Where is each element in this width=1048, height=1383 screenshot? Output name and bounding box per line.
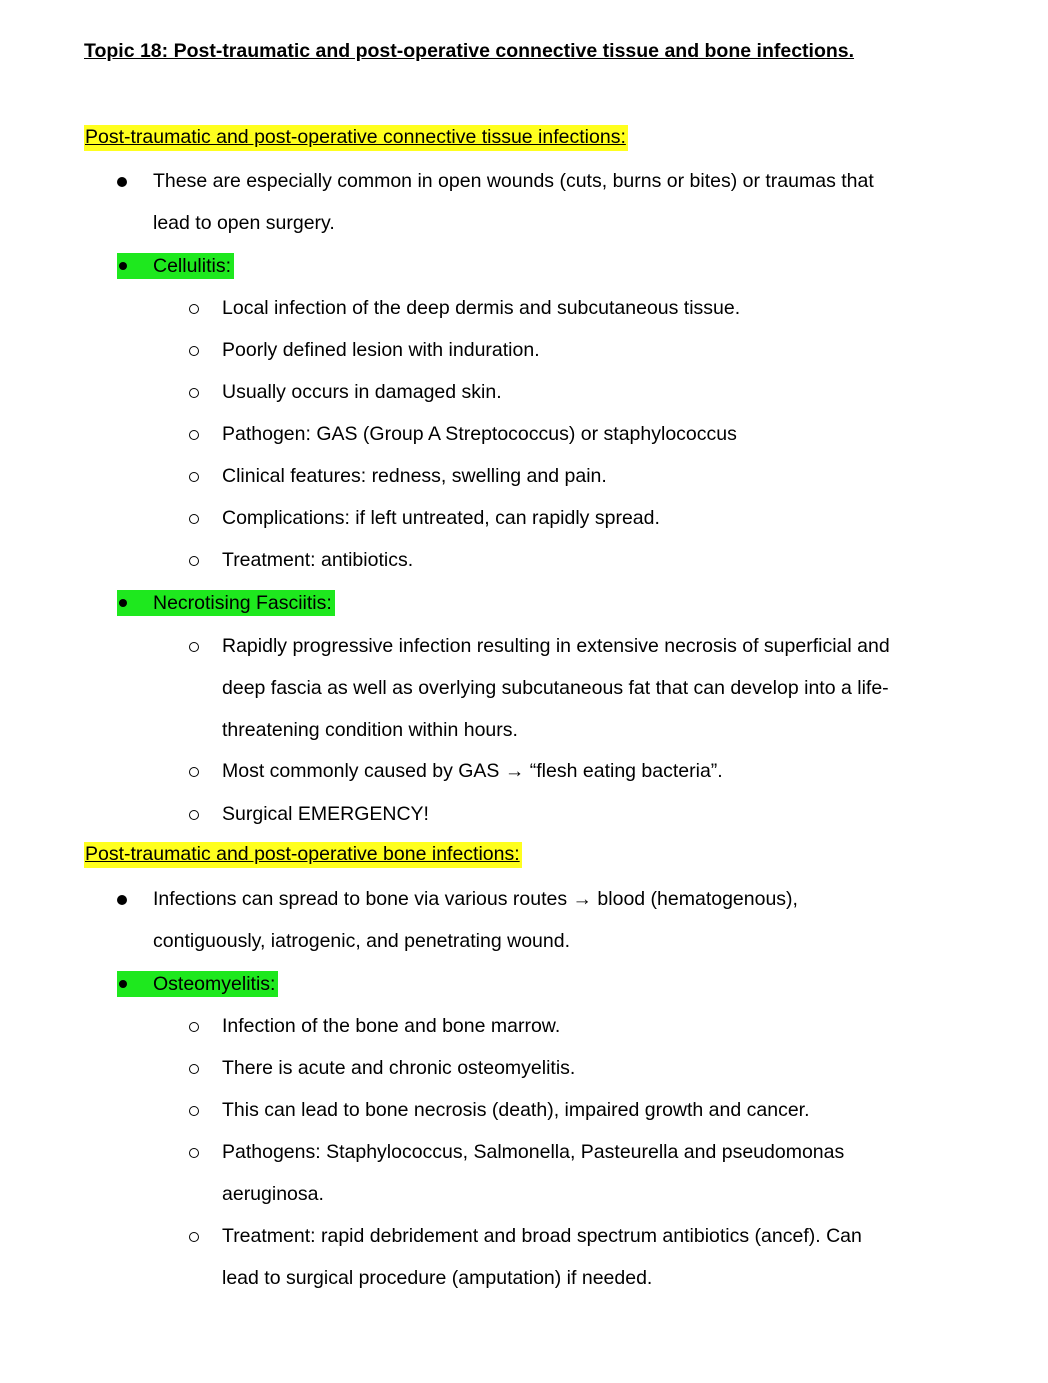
sub-bullet-marker bbox=[189, 556, 199, 566]
intro-text-line: Infections can spread to bone via various routes → blood (hematogenous), bbox=[153, 888, 798, 910]
term-highlight-cellulitis bbox=[117, 253, 234, 279]
list-item: Usually occurs in damaged skin. bbox=[222, 381, 502, 403]
term-highlight-osteomyelitis bbox=[117, 971, 278, 997]
list-item: Pathogen: GAS (Group A Streptococcus) or staphylococcus bbox=[222, 423, 737, 445]
intro-text-line: lead to open surgery. bbox=[153, 212, 335, 234]
list-item: Pathogens: Staphylococcus, Salmonella, Pasteurella and pseudomonas bbox=[222, 1141, 845, 1163]
list-item: Infection of the bone and bone marrow. bbox=[222, 1015, 561, 1037]
sub-bullet-marker bbox=[189, 346, 199, 356]
sub-bullet-marker bbox=[189, 642, 199, 652]
list-item-continuation: aeruginosa. bbox=[222, 1183, 324, 1205]
sub-bullet-marker bbox=[189, 1022, 199, 1032]
section-heading-bone-infections: Post-traumatic and post-operative bone infections: bbox=[84, 842, 522, 868]
sub-bullet-marker bbox=[189, 472, 199, 482]
bullet-marker bbox=[119, 262, 127, 270]
bullet-marker bbox=[117, 895, 127, 905]
list-item: Rapidly progressive infection resulting in extensive necrosis of superficial and bbox=[222, 635, 890, 657]
list-item: Treatment: antibiotics. bbox=[222, 549, 414, 571]
bullet-marker bbox=[117, 177, 127, 187]
term-label-osteomyelitis: Osteomyelitis: bbox=[153, 972, 276, 995]
list-item-continuation: deep fascia as well as overlying subcutaneous fat that can develop into a life- bbox=[222, 677, 889, 699]
sub-bullet-marker bbox=[189, 304, 199, 314]
sub-bullet-marker bbox=[189, 514, 199, 524]
list-item: Most commonly caused by GAS → “flesh eating bacteria”. bbox=[222, 760, 723, 782]
sub-bullet-marker bbox=[189, 810, 199, 820]
list-item-continuation: threatening condition within hours. bbox=[222, 719, 518, 741]
section-heading-connective-tissue: Post-traumatic and post-operative connective tissue infections: bbox=[84, 125, 628, 151]
intro-text-line: These are especially common in open wounds (cuts, burns or bites) or traumas that bbox=[153, 170, 874, 192]
list-item: Complications: if left untreated, can rapidly spread. bbox=[222, 507, 660, 529]
list-item: Poorly defined lesion with induration. bbox=[222, 339, 540, 361]
sub-bullet-marker bbox=[189, 1106, 199, 1116]
list-item-continuation: lead to surgical procedure (amputation) if needed. bbox=[222, 1267, 653, 1289]
term-label-cellulitis: Cellulitis: bbox=[153, 254, 232, 277]
bullet-marker bbox=[119, 599, 127, 607]
term-label-necrotising-fasciitis: Necrotising Fasciitis: bbox=[153, 591, 332, 614]
list-item: Treatment: rapid debridement and broad spectrum antibiotics (ancef). Can bbox=[222, 1225, 862, 1247]
page-title: Topic 18: Post-traumatic and post-operative connective tissue and bone infections. bbox=[84, 40, 855, 62]
intro-text-line: contiguously, iatrogenic, and penetrating wound. bbox=[153, 930, 571, 952]
list-item: Surgical EMERGENCY! bbox=[222, 803, 429, 825]
sub-bullet-marker bbox=[189, 430, 199, 440]
sub-bullet-marker bbox=[189, 1232, 199, 1242]
sub-bullet-marker bbox=[189, 388, 199, 398]
sub-bullet-marker bbox=[189, 1148, 199, 1158]
sub-bullet-marker bbox=[189, 767, 199, 777]
list-item: Local infection of the deep dermis and subcutaneous tissue. bbox=[222, 297, 741, 319]
list-item: This can lead to bone necrosis (death), impaired growth and cancer. bbox=[222, 1099, 810, 1121]
sub-bullet-marker bbox=[189, 1064, 199, 1074]
term-highlight-necrotising-fasciitis bbox=[117, 590, 335, 616]
bullet-marker bbox=[119, 980, 127, 988]
list-item: There is acute and chronic osteomyelitis. bbox=[222, 1057, 576, 1079]
list-item: Clinical features: redness, swelling and pain. bbox=[222, 465, 607, 487]
